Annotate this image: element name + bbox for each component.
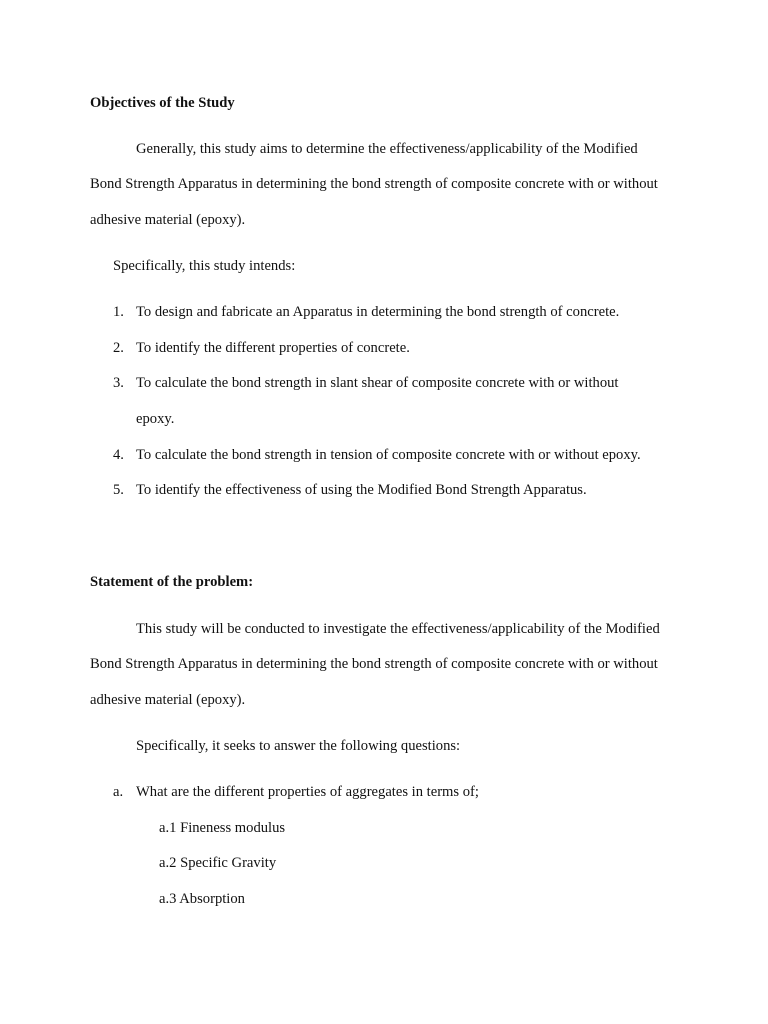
objectives-intro-line-3: adhesive material (epoxy). (90, 212, 246, 228)
statement-intro-line-3: adhesive material (epoxy). (90, 692, 246, 708)
statement-specific-intro: Specifically, it seeks to answer the following questions: (136, 738, 461, 754)
statement-intro-line-2: Bond Strength Apparatus in determining the bond strength of composite concrete with or without (90, 656, 658, 672)
objectives-heading: Objectives of the Study (90, 95, 235, 111)
subitem-fineness-modulus: a.1 Fineness modulus (159, 820, 286, 836)
question-label: a. (113, 784, 124, 800)
objective-item-number: 2. (113, 340, 124, 356)
objective-item-text: To identify the different properties of concrete. (136, 340, 410, 356)
subitem-absorption: a.3 Absorption (159, 891, 245, 907)
objective-item-number: 5. (113, 482, 124, 498)
objective-item-text: To design and fabricate an Apparatus in determining the bond strength of concrete. (136, 304, 620, 320)
objective-item-text: To identify the effectiveness of using the Modified Bond Strength Apparatus. (136, 482, 587, 498)
objectives-specific-intro: Specifically, this study intends: (113, 258, 296, 274)
objective-item-number: 1. (113, 304, 124, 320)
objectives-intro-line-2: Bond Strength Apparatus in determining the bond strength of composite concrete with or without (90, 176, 658, 192)
objective-item-text: To calculate the bond strength in slant shear of composite concrete with or without (136, 375, 619, 391)
objective-item-number: 3. (113, 375, 124, 391)
statement-intro-line-1: This study will be conducted to investigate the effectiveness/applicability of the Modified (136, 621, 660, 637)
objective-item-text-continuation: epoxy. (136, 411, 175, 427)
subitem-specific-gravity: a.2 Specific Gravity (159, 855, 277, 871)
objectives-intro-line-1: Generally, this study aims to determine the effectiveness/applicability of the Modified (136, 141, 638, 157)
statement-heading: Statement of the problem: (90, 574, 254, 590)
question-text: What are the different properties of aggregates in terms of; (136, 784, 479, 800)
objective-item-text: To calculate the bond strength in tension of composite concrete with or without epoxy. (136, 447, 641, 463)
objective-item-number: 4. (113, 447, 124, 463)
